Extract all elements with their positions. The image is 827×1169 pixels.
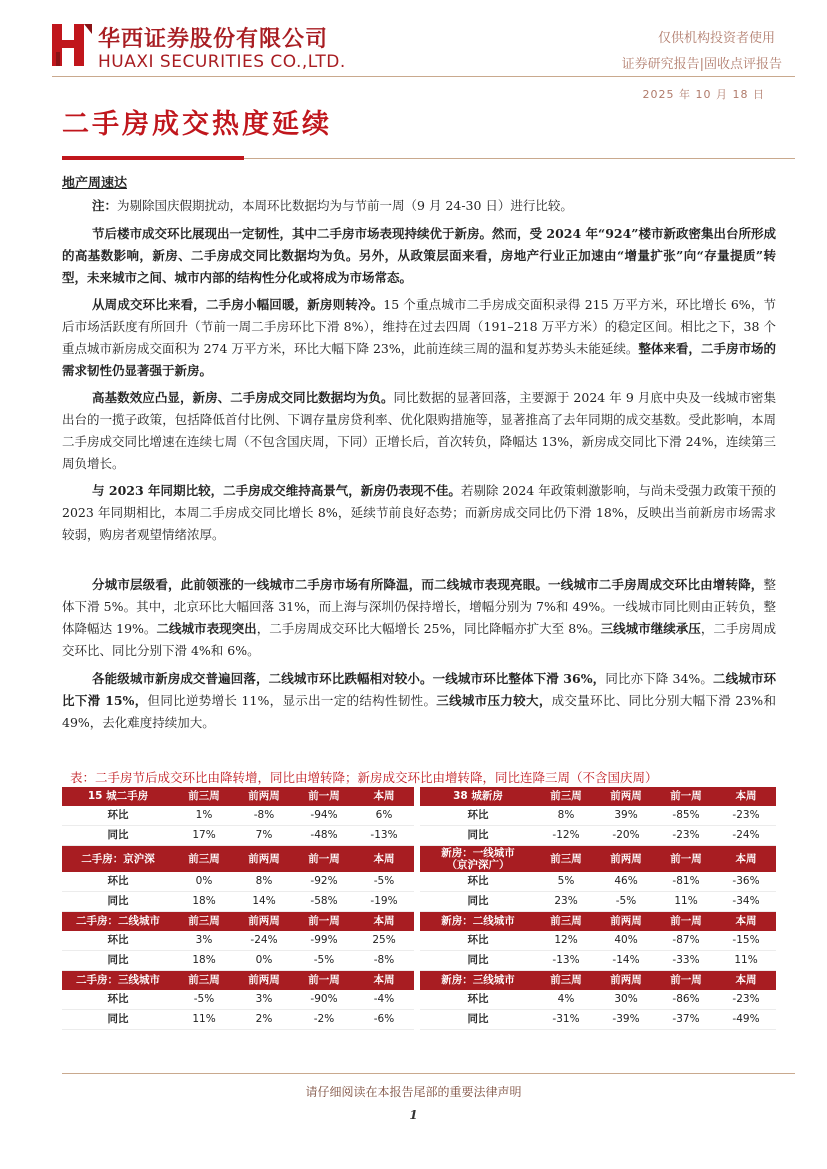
table-cell: 2% bbox=[234, 1010, 294, 1030]
tier-secondhand-lead: 分城市层级看，此前领涨的一线城市二手房市场有所降温，而二线城市表现亮眼。一线城市二手房周成交环比由增转降， bbox=[92, 577, 764, 592]
table-cell: -24% bbox=[716, 826, 776, 846]
col-header: 本周 bbox=[354, 971, 414, 991]
right-group-header-line1: 新房：一线城市 bbox=[441, 847, 515, 859]
row-label: 环比 bbox=[420, 872, 536, 892]
col-header: 前两周 bbox=[596, 787, 656, 806]
row-label: 同比 bbox=[420, 826, 536, 846]
table-cell: 0% bbox=[234, 951, 294, 971]
table-cell: -92% bbox=[294, 872, 354, 892]
left-group-header: 二手房：京沪深 bbox=[62, 846, 174, 873]
table-cell: -4% bbox=[354, 990, 414, 1010]
title-divider bbox=[244, 158, 795, 159]
col-header: 前三周 bbox=[536, 787, 596, 806]
table-cell: 8% bbox=[536, 806, 596, 826]
table-cell: 7% bbox=[234, 826, 294, 846]
table-cell: 18% bbox=[174, 951, 234, 971]
table-cell: 1% bbox=[174, 806, 234, 826]
col-header: 前三周 bbox=[536, 912, 596, 932]
table-cell: -24% bbox=[234, 931, 294, 951]
tier3-secondhand-text: ，二手房周成交环比、同比分别下滑 4%和 6%。 bbox=[62, 621, 776, 658]
table-cell: -23% bbox=[716, 806, 776, 826]
table-row bbox=[62, 806, 776, 826]
table-row bbox=[62, 931, 776, 951]
table-cell: 8% bbox=[234, 872, 294, 892]
note-label: 注： bbox=[92, 198, 118, 213]
weekly-mom-paragraph bbox=[62, 294, 776, 382]
col-header: 前三周 bbox=[174, 787, 234, 806]
legal-disclaimer: 请仔细阅读在本报告尾部的重要法律声明 bbox=[305, 1085, 522, 1099]
note-text: 为剔除国庆假期扰动，本周环比数据均为与节前一周（9 月 24-30 日）进行比较。 bbox=[117, 198, 573, 213]
col-header: 本周 bbox=[716, 971, 776, 991]
table-cell: -48% bbox=[294, 826, 354, 846]
left-group-header: 15 城二手房 bbox=[62, 787, 174, 806]
table-row bbox=[62, 951, 776, 971]
table-cell: -13% bbox=[354, 826, 414, 846]
col-header: 前一周 bbox=[656, 912, 716, 932]
tier2-new-text: 但同比逆势增长 11%，显示出一定的结构性韧性。 bbox=[147, 693, 437, 708]
vs-2023-text: 若剔除 2024 年政策刺激影响，与尚未受强力政策干预的 2023 年同期相比，本周二手房成交同比增长 8%，延续节前良好态势；而新房成交同比仍下滑 18%，反映出当前新房市场需求较弱，购房者观望情绪浓厚。 bbox=[62, 483, 776, 542]
table-cell: 0% bbox=[174, 872, 234, 892]
table-cell: -94% bbox=[294, 806, 354, 826]
col-header: 前三周 bbox=[174, 971, 234, 991]
col-header: 前两周 bbox=[596, 971, 656, 991]
table-cell: 46% bbox=[596, 872, 656, 892]
weekly-mom-lead: 从周成交环比来看，二手房小幅回暖，新房则转冷。 bbox=[92, 297, 384, 312]
table-cell: 40% bbox=[596, 931, 656, 951]
right-group-header-line2: （京沪深广） bbox=[446, 859, 510, 871]
report-date: 2025 年 10 月 18 日 bbox=[642, 88, 765, 101]
col-header: 前一周 bbox=[294, 912, 354, 932]
left-group-header: 二手房：二线城市 bbox=[62, 912, 174, 932]
base-effect-paragraph bbox=[62, 387, 776, 475]
header-divider bbox=[52, 76, 795, 77]
table-cell: -31% bbox=[536, 1010, 596, 1030]
row-label: 环比 bbox=[420, 931, 536, 951]
row-label: 同比 bbox=[420, 951, 536, 971]
table-cell: -37% bbox=[656, 1010, 716, 1030]
table-cell: 6% bbox=[354, 806, 414, 826]
weekly-mom-conclusion: 整体来看，二手房市场的需求韧性仍显著强于新房。 bbox=[62, 341, 776, 378]
table-cell: 30% bbox=[596, 990, 656, 1010]
table-cell: -6% bbox=[354, 1010, 414, 1030]
col-header: 前两周 bbox=[596, 912, 656, 932]
company-name-en: HUAXI SECURITIES CO.,LTD. bbox=[98, 52, 346, 72]
col-header: 前三周 bbox=[174, 846, 234, 873]
table-cell: -19% bbox=[354, 892, 414, 912]
right-group-header: 38 城新房 bbox=[420, 787, 536, 806]
table-cell: 4% bbox=[536, 990, 596, 1010]
table-cell: -81% bbox=[656, 872, 716, 892]
table-cell: -58% bbox=[294, 892, 354, 912]
table-cell: -99% bbox=[294, 931, 354, 951]
table-cell: 23% bbox=[536, 892, 596, 912]
row-label: 环比 bbox=[62, 872, 174, 892]
table-cell: -5% bbox=[174, 990, 234, 1010]
table-cell: 11% bbox=[174, 1010, 234, 1030]
city-tier-secondhand-paragraph bbox=[62, 574, 776, 662]
table-cell: -20% bbox=[596, 826, 656, 846]
table-cell: -5% bbox=[596, 892, 656, 912]
table-cell: -15% bbox=[716, 931, 776, 951]
table-cell: -12% bbox=[536, 826, 596, 846]
table-header-row bbox=[62, 912, 776, 932]
summary-paragraph bbox=[62, 223, 776, 289]
vs-2023-lead: 与 2023 年同期比较，二手房成交维持高景气，新房仍表现不佳。 bbox=[92, 483, 461, 498]
footer-divider bbox=[62, 1073, 795, 1074]
left-group-header: 二手房：三线城市 bbox=[62, 971, 174, 991]
tier2-secondhand-text: ，二手房周成交环比大幅增长 25%，同比降幅亦扩大至 8%。 bbox=[256, 621, 601, 636]
table-header-row bbox=[62, 846, 776, 873]
huaxi-logo-icon bbox=[52, 22, 92, 68]
table-cell: -39% bbox=[596, 1010, 656, 1030]
table-cell: -23% bbox=[656, 826, 716, 846]
row-label: 环比 bbox=[420, 990, 536, 1010]
col-header: 前两周 bbox=[596, 846, 656, 873]
row-label: 同比 bbox=[62, 951, 174, 971]
table-cell: -85% bbox=[656, 806, 716, 826]
transaction-table bbox=[62, 787, 776, 1030]
row-label: 环比 bbox=[62, 806, 174, 826]
table-cell: 14% bbox=[234, 892, 294, 912]
col-header: 前两周 bbox=[234, 846, 294, 873]
table-cell: -14% bbox=[596, 951, 656, 971]
base-effect-text: 同比数据的显著回落，主要源于 2024 年 9 月底中央及一线城市密集出台的一揽子政策，包括降低首付比例、下调存量房贷利率、优化限购措施等，显著推高了去年同期的成交基数。受此影响，本周二手房成交同比增速在连续七周（不包含国庆周，下同）正增长后，首次转负，降幅达 13%，新房成交同比下滑 24%，连续第三周负增长。 bbox=[62, 390, 776, 471]
table-row bbox=[62, 826, 776, 846]
tier3-secondhand-bold: 三线城市继续承压 bbox=[600, 621, 701, 636]
title-accent-bar bbox=[62, 156, 244, 160]
table-cell: -5% bbox=[354, 872, 414, 892]
table-cell: 18% bbox=[174, 892, 234, 912]
tier1-new-text: 同比亦下降 34%。 bbox=[605, 671, 714, 686]
col-header: 前三周 bbox=[536, 846, 596, 873]
table-cell: 39% bbox=[596, 806, 656, 826]
col-header: 前一周 bbox=[294, 787, 354, 806]
table-cell: -23% bbox=[716, 990, 776, 1010]
col-header: 前一周 bbox=[656, 971, 716, 991]
table-caption: 表：二手房节后成交环比由降转增，同比由增转降；新房成交环比由增转降，同比连降三周（不含国庆周） bbox=[70, 770, 658, 785]
col-header: 前两周 bbox=[234, 912, 294, 932]
col-header: 前两周 bbox=[234, 971, 294, 991]
right-group-header: 新房：三线城市 bbox=[420, 971, 536, 991]
col-header: 本周 bbox=[354, 912, 414, 932]
table-cell: 17% bbox=[174, 826, 234, 846]
table-cell: -8% bbox=[354, 951, 414, 971]
tier3-new-bold: 三线城市压力较大， bbox=[436, 693, 552, 708]
tier-secondhand-text1: 整体下滑 5%。其中，北京环比大幅回落 31%，而上海与深圳仍保持增长，增幅分别为 7%和 49%。一线城市同比则由正转负，整体降幅达 19%。 bbox=[62, 577, 776, 636]
audience-note: 仅供机构投资者使用 bbox=[657, 31, 775, 46]
col-header: 前三周 bbox=[174, 912, 234, 932]
note-paragraph bbox=[62, 195, 776, 217]
table-cell: -90% bbox=[294, 990, 354, 1010]
base-effect-lead: 高基数效应凸显，新房、二手房成交同比数据均为负。 bbox=[92, 390, 394, 405]
col-header: 本周 bbox=[354, 846, 414, 873]
col-header: 本周 bbox=[716, 846, 776, 873]
row-label: 环比 bbox=[420, 806, 536, 826]
table-header-row bbox=[62, 787, 776, 806]
table-cell: -34% bbox=[716, 892, 776, 912]
col-header: 本周 bbox=[354, 787, 414, 806]
col-header: 本周 bbox=[716, 787, 776, 806]
col-header: 本周 bbox=[716, 912, 776, 932]
row-label: 环比 bbox=[62, 990, 174, 1010]
row-label: 同比 bbox=[420, 892, 536, 912]
page-number: 1 bbox=[409, 1108, 418, 1122]
row-label: 环比 bbox=[62, 931, 174, 951]
table-row bbox=[62, 892, 776, 912]
row-label: 同比 bbox=[62, 826, 174, 846]
col-header: 前两周 bbox=[234, 787, 294, 806]
row-label: 同比 bbox=[62, 1010, 174, 1030]
table-row bbox=[62, 1010, 776, 1030]
table-cell: -86% bbox=[656, 990, 716, 1010]
table-cell: -36% bbox=[716, 872, 776, 892]
city-tier-new-paragraph bbox=[62, 668, 776, 734]
summary-bold: 节后楼市成交环比展现出一定韧性，其中二手房市场表现持续优于新房。然而，受 2024 年“924”楼市新政密集出台所形成的高基数影响，新房、二手房成交同比数据均为负。另外，从政策层面来看，房地产行业正加速由“增量扩张”向“存量提质”转型，未来城市之间、城市内部的结构性分化或将成为市场常态。 bbox=[62, 226, 776, 285]
tier3-new-text: 成交量环比、同比分别大幅下滑 23%和 49%，去化难度持续加大。 bbox=[62, 693, 776, 730]
table-cell: -5% bbox=[294, 951, 354, 971]
tier2-secondhand-bold: 二线城市表现突出 bbox=[156, 621, 257, 636]
right-group-header bbox=[420, 846, 536, 873]
table-cell: -8% bbox=[234, 806, 294, 826]
tier2-new-bold: 二线城市环比下滑 15%， bbox=[62, 671, 776, 708]
table-cell: 5% bbox=[536, 872, 596, 892]
col-header: 前一周 bbox=[656, 787, 716, 806]
table-row bbox=[62, 872, 776, 892]
tier-new-lead: 各能级城市新房成交普遍回落，二线城市环比跌幅相对较小。一线城市环比整体下滑 36%， bbox=[92, 671, 606, 686]
company-name-cn: 华西证券股份有限公司 bbox=[98, 26, 329, 52]
table-cell: 25% bbox=[354, 931, 414, 951]
table-cell: -33% bbox=[656, 951, 716, 971]
table-cell: 3% bbox=[234, 990, 294, 1010]
page-title: 二手房成交热度延续 bbox=[62, 109, 332, 140]
table-cell: -87% bbox=[656, 931, 716, 951]
table-cell: 3% bbox=[174, 931, 234, 951]
col-header: 前一周 bbox=[294, 846, 354, 873]
row-label: 同比 bbox=[62, 892, 174, 912]
row-label: 同比 bbox=[420, 1010, 536, 1030]
weekly-mom-text: 15 个重点城市二手房成交面积录得 215 万平方米，环比增长 6%，节后市场活跃度有所回升（节前一周二手房环比下滑 8%），维持在过去四周（191–218 万平方米）的稳定区间。相比之下，38 个重点城市新房成交面积为 274 万平方米，环比大幅下降 23%，此前连续三周的温和复苏势头未能延续。 bbox=[62, 297, 776, 356]
col-header: 前一周 bbox=[294, 971, 354, 991]
col-header: 前一周 bbox=[656, 846, 716, 873]
section-heading: 地产周速达 bbox=[62, 176, 128, 191]
right-group-header: 新房：二线城市 bbox=[420, 912, 536, 932]
table-row bbox=[62, 990, 776, 1010]
table-cell: -49% bbox=[716, 1010, 776, 1030]
vs-2023-paragraph bbox=[62, 480, 776, 546]
table-header-row bbox=[62, 971, 776, 991]
table-cell: -2% bbox=[294, 1010, 354, 1030]
report-type: 证券研究报告|固收点评报告 bbox=[621, 57, 782, 72]
table-cell: -13% bbox=[536, 951, 596, 971]
table-cell: 11% bbox=[716, 951, 776, 971]
col-header: 前三周 bbox=[536, 971, 596, 991]
table-cell: 11% bbox=[656, 892, 716, 912]
table-cell: 12% bbox=[536, 931, 596, 951]
